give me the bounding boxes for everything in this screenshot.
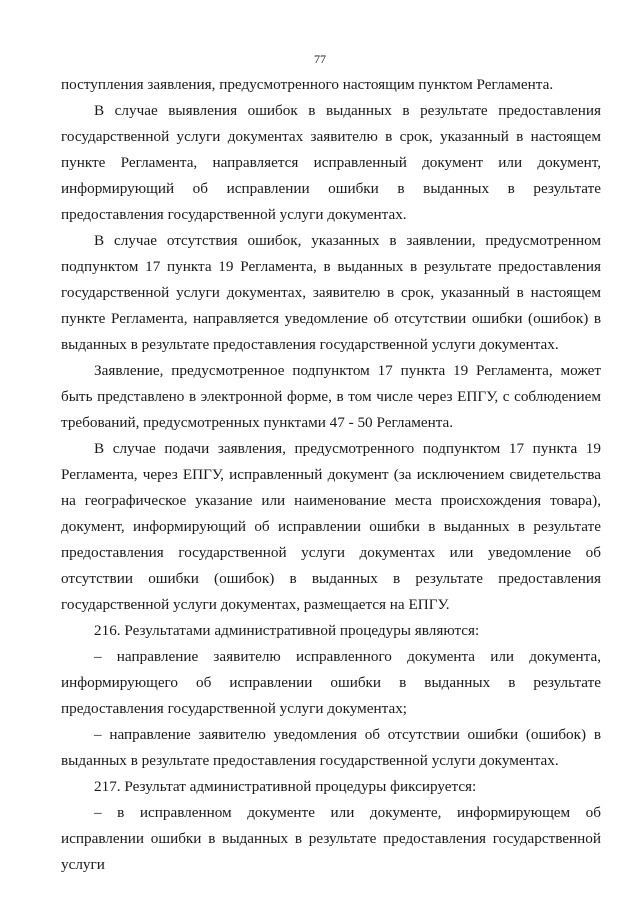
paragraph-errors-found: В случае выявления ошибок в выданных в результате предоставления государственной услуги документах заявителю в срок, указанный в настоящем пункте Регламента, направляется исправленный документ или документ, информирующий об исправлении ошибки в выданных в результате предоставления государственной услуги документах. [61, 102, 601, 223]
list-item-no-error-notice: – направление заявителю уведомления об отсутствии ошибки (ошибок) в выданных в результате предоставления государственной услуги документах. [61, 726, 601, 769]
page-number: 77 [314, 52, 326, 66]
paragraph-continuation: поступления заявления, предусмотренного настоящим пунктом Регламента. [61, 76, 554, 93]
list-item-recorded-in-document: – в исправленном документе или документе, информирующем об исправлении ошибки в выданных в результате предоставления государственной услуги [61, 804, 601, 873]
paragraph-217-heading: 217. Результат административной процедуры фиксируется: [94, 778, 477, 795]
list-item-corrected-document: – направление заявителю исправленного документа или документа, информирующего об исправлении ошибки в выданных в результате предоставления государственной услуги документах; [61, 648, 601, 717]
document-body [61, 72, 601, 878]
paragraph-epgu-submission: В случае подачи заявления, предусмотренного подпунктом 17 пункта 19 Регламента, через ЕПГУ, исправленный документ (за исключением свидетельства на географическое указание или наименование места происхождения товара), документ, информирующий об исправлении ошибки в выданных в результате предоставления государственной услуги документах или уведомление об отсутствии ошибки (ошибок) в выданных в результате предоставления государственной услуги документах, размещается на ЕПГУ. [61, 440, 601, 613]
paragraph-no-errors: В случае отсутствия ошибок, указанных в заявлении, предусмотренном подпунктом 17 пункта 19 Регламента, в выданных в результате предоставления государственной услуги документах, заявителю в срок, указанный в настоящем пункте Регламента, направляется уведомление об отсутствии ошибки (ошибок) в выданных в результате предоставления государственной услуги документах. [61, 232, 601, 353]
paragraph-electronic-form: Заявление, предусмотренное подпунктом 17 пункта 19 Регламента, может быть представлено в электронной форме, в том числе через ЕПГУ, с соблюдением требований, предусмотренных пунктами 47 - 50 Регламента. [61, 362, 601, 431]
paragraph-216-heading: 216. Результатами административной процедуры являются: [94, 622, 480, 639]
